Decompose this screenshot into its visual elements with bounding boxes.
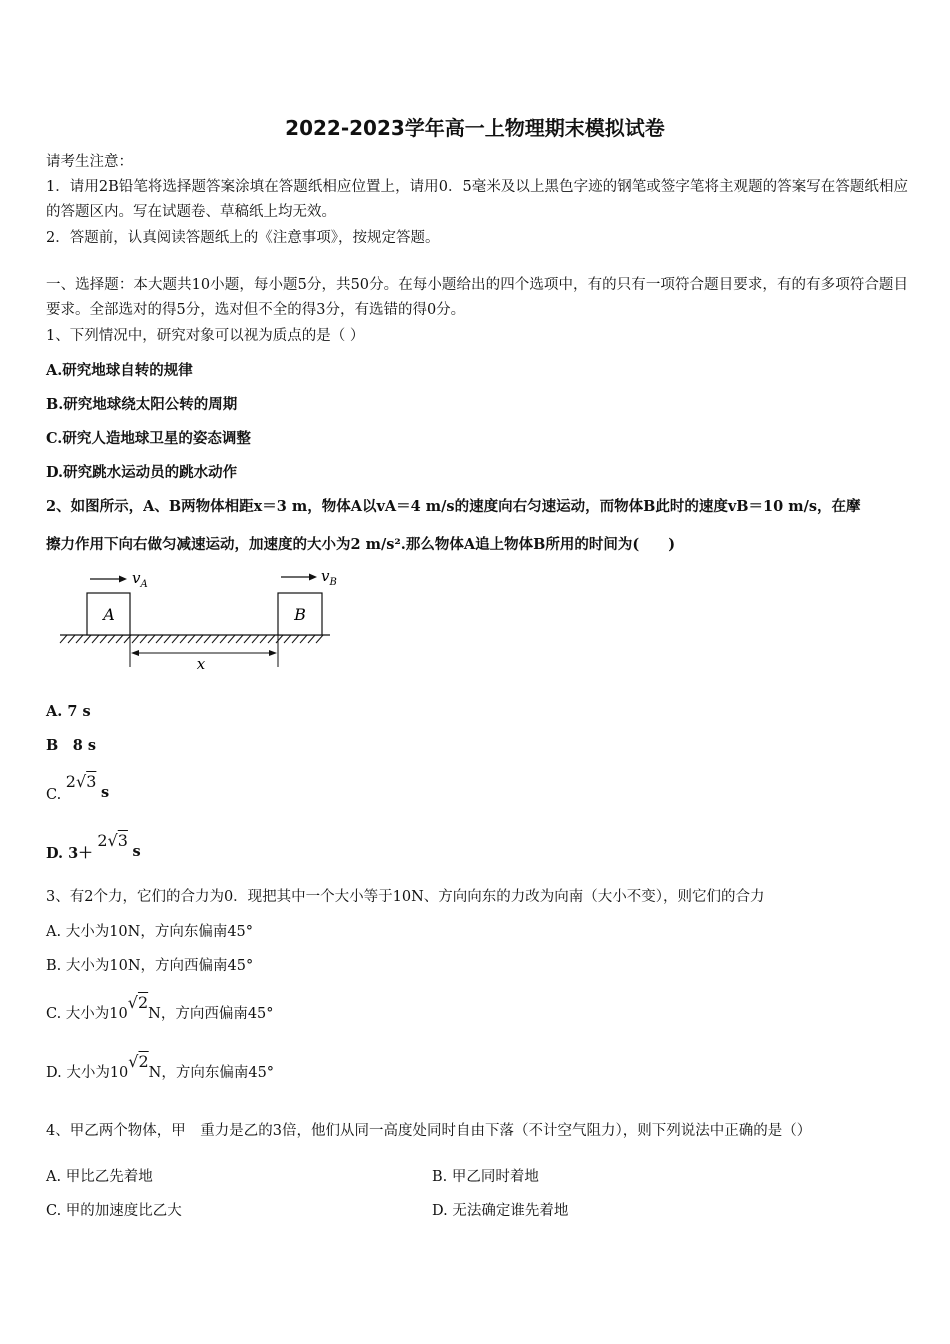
distance-left-arrow-icon — [131, 650, 139, 656]
page-title: 2022-2023学年高一上物理期末模拟试卷 — [285, 116, 665, 140]
velocity-a-label: $v_A$ — [132, 569, 148, 590]
notice-item-2: 2．答题前，认真阅读答题纸上的《注意事项》，按规定答题。 — [46, 230, 440, 246]
q3-stem: 3、有2个力，它们的合力为0．现把其中一个大小等于10N、方向向东的力改为向南（大小不变），则它们的合力 — [46, 889, 765, 905]
q1-option-a: A.研究地球自转的规律 — [46, 362, 193, 379]
q2-stem-line2: 擦力作用下向右做匀减速运动，加速度的大小为2 m/s².那么物体A追上物体B所用的时间为( ) — [46, 536, 676, 553]
velocity-a-arrow-icon — [119, 576, 127, 583]
q4-option-a: A. 甲比乙先着地 — [46, 1169, 153, 1185]
q2-option-b: B 8 s — [46, 737, 97, 754]
q2-stem-line1: 2、如图所示，A、B两物体相距x＝3 m，物体A以vA＝4 m/s的速度向右匀速运动，而物体B此时的速度vB＝10 m/s，在摩 — [46, 498, 861, 515]
notice-item-1: 1．请用2B铅笔将选择题答案涂填在答题纸相应位置上，请用0．5毫米及以上黑色字迹的钢笔或签字笔将主观题的答案写在答题纸相应的答题区内。写在试题卷、草稿纸上均无效。 — [46, 179, 908, 220]
q3-option-b: B. 大小为10N，方向西偏南45° — [46, 958, 254, 974]
q2-option-a: A. 7 s — [46, 703, 91, 720]
velocity-b-label: $v_B$ — [321, 567, 337, 588]
q3-option-c: C. 大小为10√2N，方向西偏南45° — [46, 993, 274, 1022]
q1-option-b: B.研究地球绕太阳公转的周期 — [46, 396, 238, 413]
distance-right-arrow-icon — [269, 650, 277, 656]
q2-option-c: C. 2√3 s — [46, 772, 110, 803]
section-1-instructions: 一、选择题：本大题共10小题，每小题5分，共50分。在每小题给出的四个选项中，有的只有一项符合题目要求，有的有多项符合题目要求。全部选对的得5分，选对但不全的得3分，有选错的得0分。 — [46, 277, 908, 318]
q3-option-a: A. 大小为10N，方向东偏南45° — [46, 924, 254, 940]
q4-stem: 4、甲乙两个物体，甲 重力是乙的3倍，他们从同一高度处同时自由下落（不计空气阻力），则下列说法中正确的是（） — [46, 1123, 812, 1139]
block-b-label: B — [294, 605, 306, 624]
q2-option-d: D. 3＋ 2√3 s — [46, 831, 141, 862]
distance-x-label: x — [196, 655, 206, 673]
q4-option-c: C. 甲的加速度比乙大 — [46, 1203, 182, 1219]
notice-heading: 请考生注意： — [46, 154, 133, 170]
q3-option-d: D. 大小为10√2N，方向东偏南45° — [46, 1052, 275, 1081]
q1-option-c: C.研究人造地球卫星的姿态调整 — [46, 430, 251, 447]
q4-option-b: B. 甲乙同时着地 — [432, 1169, 539, 1185]
q1-stem: 1、下列情况中，研究对象可以视为质点的是（ ） — [46, 328, 365, 344]
block-a-label: A — [103, 605, 115, 624]
q1-option-d: D.研究跳水运动员的跳水动作 — [46, 464, 238, 481]
q4-option-d: D. 无法确定谁先着地 — [432, 1203, 569, 1219]
q2-motion-diagram — [55, 565, 345, 677]
velocity-b-arrow-icon — [309, 574, 317, 581]
